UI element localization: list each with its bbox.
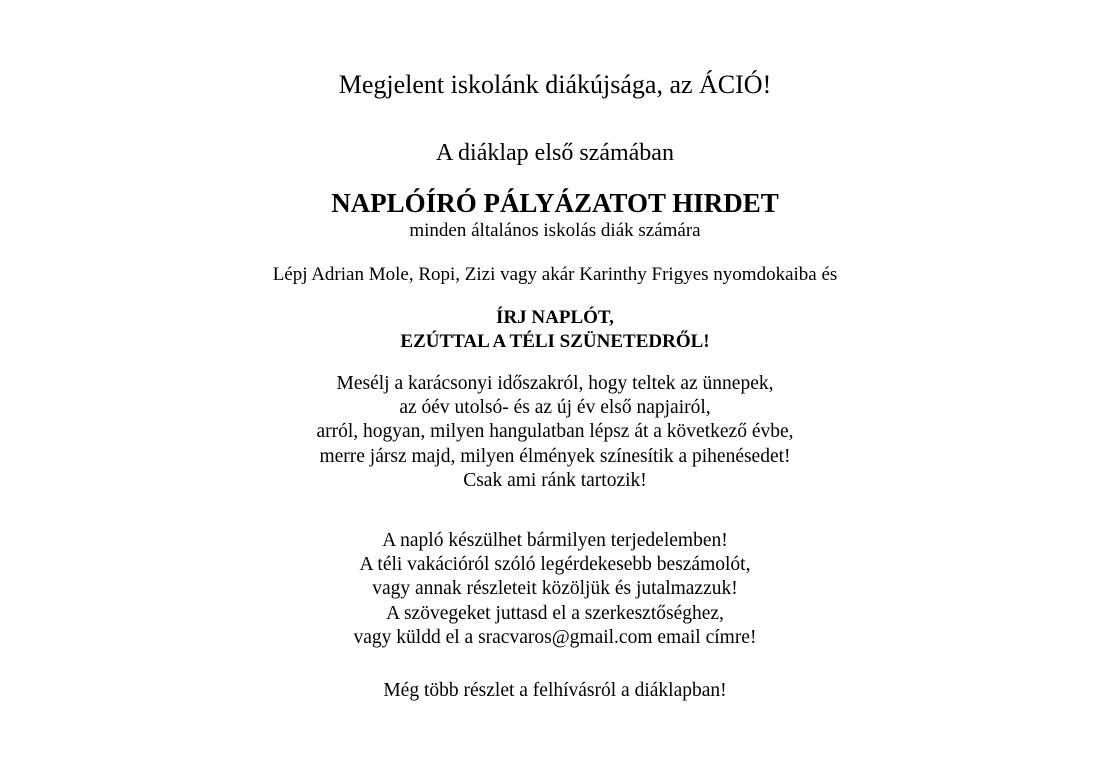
- headline: Megjelent iskolánk diákújsága, az ÁCIÓ!: [338, 70, 772, 99]
- lead-line: Lépj Adrian Mole, Ropi, Zizi vagy akár Karinthy Frigyes nyomdokaiba és: [272, 264, 838, 285]
- paragraph1-line: Csak ami ránk tartozik!: [463, 469, 647, 491]
- paragraph1-line: az óév utolsó- és az új év első napjairól,: [399, 397, 711, 419]
- paragraph2-line: A szövegeket juttasd el a szerkesztőséghez,: [386, 602, 724, 624]
- call-line-1: ÍRJ NAPLÓT,: [496, 307, 614, 328]
- paragraph1-line: arról, hogyan, milyen hangulatban lépsz át a következő évbe,: [316, 421, 794, 443]
- paragraph2-line: A téli vakációról szóló legérdekesebb beszámolót,: [359, 554, 751, 576]
- paragraph1-line: Mesélj a karácsonyi időszakról, hogy teltek az ünnepek,: [336, 373, 774, 394]
- paragraph2-line: vagy annak részleteit közöljük és jutalmazzuk!: [372, 578, 738, 600]
- paragraph-description: [0, 372, 1110, 493]
- intro-line: A diáklap első számában: [436, 140, 674, 166]
- paragraph-submission: [0, 529, 1110, 650]
- call-line-2: EZÚTTAL A TÉLI SZÜNETEDRŐL!: [400, 331, 710, 352]
- call-to-action: [0, 306, 1110, 354]
- closing-line: Még több részlet a felhívásról a diáklapban!: [383, 680, 727, 701]
- paragraph2-line: A napló készülhet bármilyen terjedelemben!: [382, 530, 728, 551]
- contest-subtitle: minden általános iskolás diák számára: [409, 220, 701, 241]
- contest-title: NAPLÓÍRÓ PÁLYÁZATOT HIRDET: [331, 188, 779, 218]
- paragraph1-line: merre jársz majd, milyen élmények színesítik a pihenésedet!: [319, 445, 791, 467]
- paragraph2-line: vagy küldd el a sracvaros@gmail.com email címre!: [353, 626, 757, 648]
